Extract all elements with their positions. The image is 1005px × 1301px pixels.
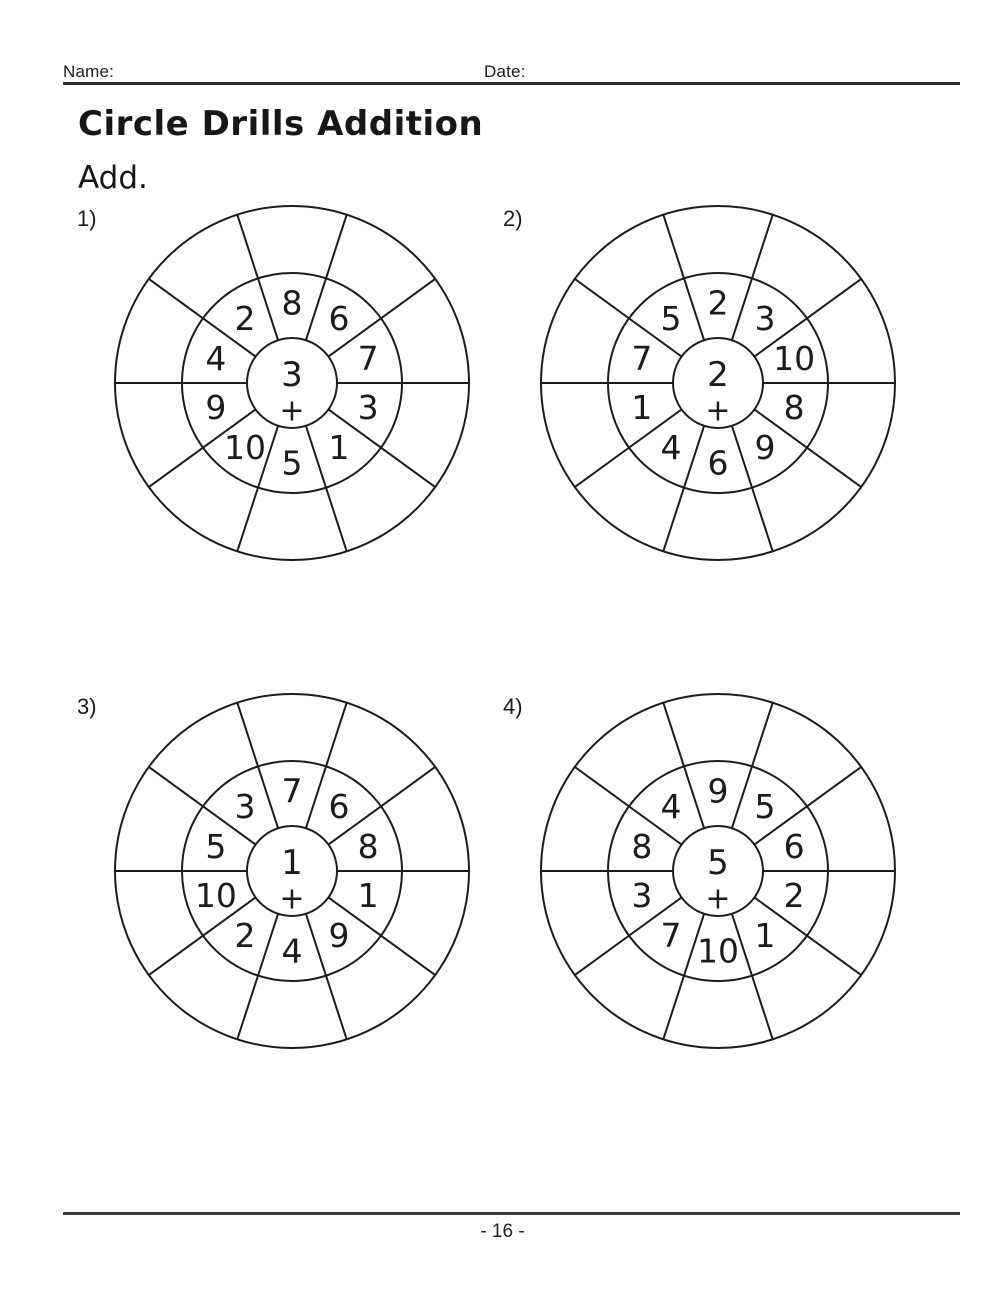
ring-number: 3 bbox=[234, 786, 256, 826]
ring-number: 3 bbox=[357, 388, 379, 428]
drill-rings-graphic bbox=[112, 691, 472, 1051]
drill-number-label: 2) bbox=[503, 206, 523, 231]
ring-number: 8 bbox=[631, 826, 653, 866]
ring-number: 8 bbox=[357, 826, 379, 866]
operator-sign: + bbox=[279, 393, 305, 429]
ring-number: 5 bbox=[660, 298, 682, 338]
ring-number: 9 bbox=[754, 428, 776, 468]
drill-number-label: 4) bbox=[503, 694, 523, 719]
drill-number-label: 1) bbox=[77, 206, 97, 231]
ring-number: 6 bbox=[328, 786, 350, 826]
circle-drill-1 bbox=[77, 203, 472, 563]
ring-number: 9 bbox=[205, 388, 227, 428]
drill-rings-graphic bbox=[538, 691, 898, 1051]
ring-number: 7 bbox=[631, 338, 653, 378]
operator-sign: + bbox=[705, 393, 731, 429]
ring-number: 2 bbox=[234, 916, 256, 956]
header-rule bbox=[63, 82, 960, 85]
ring-number: 10 bbox=[223, 428, 266, 468]
ring-number: 2 bbox=[783, 876, 805, 916]
ring-number: 6 bbox=[707, 443, 729, 483]
operator-sign: + bbox=[705, 881, 731, 917]
ring-number: 4 bbox=[281, 931, 303, 971]
instruction-text: Add. bbox=[78, 160, 148, 196]
ring-number: 5 bbox=[754, 786, 776, 826]
circle-drill-3 bbox=[77, 691, 472, 1051]
ring-number: 8 bbox=[281, 283, 303, 323]
drill-rings-graphic bbox=[112, 203, 472, 563]
ring-number: 9 bbox=[707, 771, 729, 811]
center-number: 1 bbox=[281, 843, 303, 883]
ring-number: 10 bbox=[773, 338, 816, 378]
drill-rings-graphic bbox=[538, 203, 898, 563]
drill-number-label: 3) bbox=[77, 694, 97, 719]
ring-number: 7 bbox=[357, 338, 379, 378]
ring-number: 1 bbox=[357, 876, 379, 916]
ring-number: 6 bbox=[783, 826, 805, 866]
ring-number: 2 bbox=[234, 298, 256, 338]
ring-number: 6 bbox=[328, 298, 350, 338]
name-label: Name: bbox=[63, 62, 115, 81]
center-number: 3 bbox=[281, 355, 303, 395]
circle-drill-2 bbox=[503, 203, 898, 563]
ring-number: 5 bbox=[205, 826, 227, 866]
circle-drill-4 bbox=[503, 691, 898, 1051]
center-number: 2 bbox=[707, 355, 729, 395]
ring-number: 7 bbox=[660, 916, 682, 956]
ring-number: 5 bbox=[281, 443, 303, 483]
ring-number: 2 bbox=[707, 283, 729, 323]
ring-number: 3 bbox=[754, 298, 776, 338]
date-label: Date: bbox=[484, 62, 526, 81]
ring-number: 1 bbox=[328, 428, 350, 468]
operator-sign: + bbox=[279, 881, 305, 917]
ring-number: 1 bbox=[631, 388, 653, 428]
ring-number: 10 bbox=[697, 931, 739, 971]
page-number: - 16 - bbox=[480, 1221, 525, 1242]
center-number: 5 bbox=[707, 843, 729, 883]
ring-number: 3 bbox=[631, 876, 653, 916]
page-title: Circle Drills Addition bbox=[78, 104, 484, 144]
ring-number: 9 bbox=[328, 916, 350, 956]
ring-number: 7 bbox=[281, 771, 303, 811]
footer-rule bbox=[63, 1212, 960, 1215]
ring-number: 10 bbox=[194, 876, 237, 916]
ring-number: 1 bbox=[754, 916, 776, 956]
ring-number: 4 bbox=[205, 338, 227, 378]
ring-number: 4 bbox=[660, 428, 682, 468]
ring-number: 8 bbox=[783, 388, 805, 428]
ring-number: 4 bbox=[660, 786, 682, 826]
